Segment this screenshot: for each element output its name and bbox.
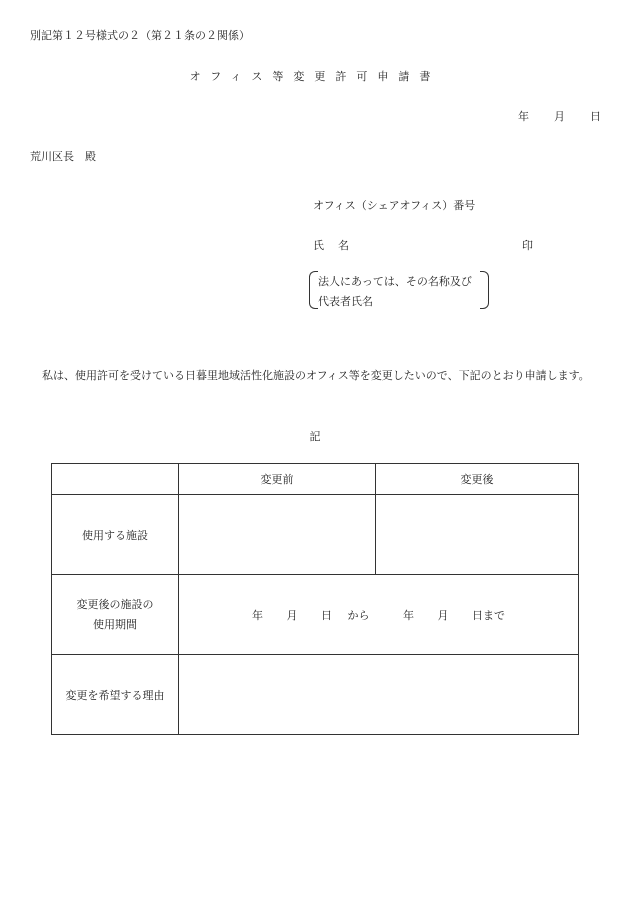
period-start-month: 月 [286, 608, 298, 622]
period-end-day: 日まで [472, 608, 505, 622]
change-request-table [51, 463, 579, 735]
period-label-line1: 変更後の施設の [76, 597, 154, 611]
period-label [52, 575, 179, 655]
corporation-note-line1: 法人にあっては、その名称及び [318, 275, 472, 288]
date-month-label: 月 [554, 110, 565, 123]
application-statement: 私は、使用許可を受けている日暮里地域活性化施設のオフィス等を変更したいので、下記のとおり申請します。 [42, 369, 590, 382]
header-blank-cell [52, 464, 179, 495]
document-title: オフィス等変更許可申請書 [189, 70, 441, 83]
facility-label: 使用する施設 [52, 495, 179, 575]
ki-heading: 記 [309, 430, 321, 443]
header-before: 変更前 [179, 464, 376, 495]
period-row [52, 575, 579, 655]
date-day-label: 日 [590, 110, 601, 123]
corporation-note [309, 271, 489, 311]
facility-after-field[interactable] [376, 495, 579, 575]
period-start-day: 日 [321, 608, 332, 622]
period-start-year: 年 [252, 608, 263, 622]
bracket-left [309, 271, 318, 309]
table-header-row [52, 464, 579, 495]
period-field[interactable] [179, 575, 579, 655]
bracket-right [480, 271, 489, 309]
addressee: 荒川区長 殿 [30, 150, 96, 163]
period-end-year: 年 [403, 608, 414, 622]
seal-mark: 印 [522, 239, 533, 252]
form-number: 別記第１２号様式の２（第２１条の２関係） [30, 29, 250, 42]
reason-field[interactable] [179, 655, 579, 735]
date-year-label: 年 [518, 110, 529, 123]
office-number-label: オフィス（シェアオフィス）番号 [313, 199, 476, 212]
period-label-line2: 使用期間 [93, 617, 137, 631]
header-after: 変更後 [376, 464, 579, 495]
facility-row [52, 495, 579, 575]
reason-row [52, 655, 579, 735]
applicant-name-label: 氏名 [313, 239, 363, 252]
reason-label: 変更を希望する理由 [52, 655, 179, 735]
facility-before-field[interactable] [179, 495, 376, 575]
corporation-note-line2: 代表者氏名 [318, 295, 373, 308]
period-end-month: 月 [437, 608, 449, 622]
period-from: から [347, 608, 370, 622]
